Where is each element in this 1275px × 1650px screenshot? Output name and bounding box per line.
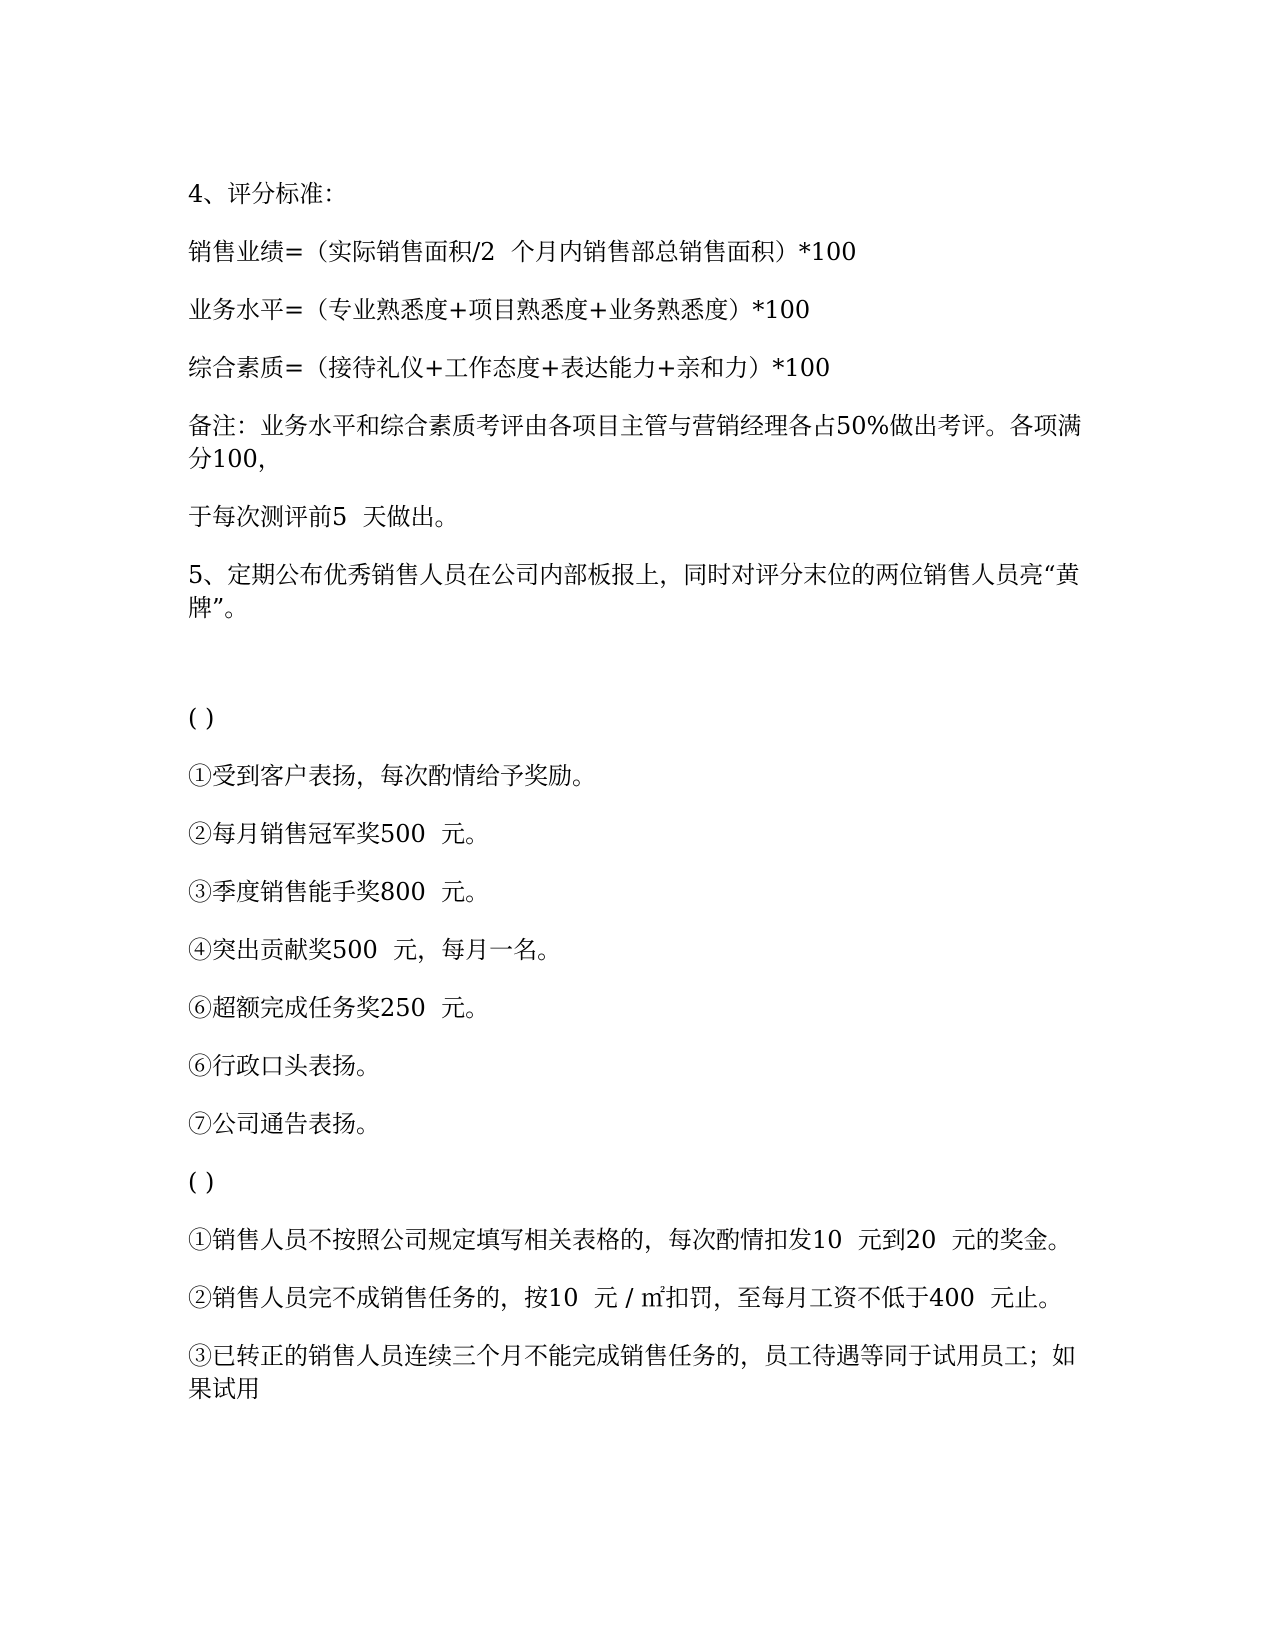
list-item: ④突出贡献奖500 元，每月一名。 <box>188 936 562 964</box>
list-item: ②每月销售冠军奖500 元。 <box>188 820 490 848</box>
section-heading-publish: 5、定期公布优秀销售人员在公司内部板报上，同时对评分末位的两位销售人员亮“黄牌”。 <box>188 561 1080 622</box>
list-item: ⑦公司通告表扬。 <box>188 1110 380 1138</box>
note-paragraph: 备注：业务水平和综合素质考评由各项目主管与营销经理各占50%做出考评。各项满分100， <box>188 412 1082 473</box>
subsection-marker-rewards: ( ) <box>188 704 215 732</box>
list-item: ③季度销售能手奖800 元。 <box>188 878 490 906</box>
formula-sales-performance: 销售业绩=（实际销售面积/2 个月内销售部总销售面积）*100 <box>188 238 857 266</box>
list-item: ②销售人员完不成销售任务的，按10 元 / ㎡扣罚，至每月工资不低于400 元止。 <box>188 1284 1063 1312</box>
list-item: ⑥超额完成任务奖250 元。 <box>188 994 490 1022</box>
list-item: ①受到客户表扬，每次酌情给予奖励。 <box>188 762 596 790</box>
subsection-marker-penalties: ( ) <box>188 1168 215 1196</box>
formula-business-level: 业务水平=（专业熟悉度+项目熟悉度+业务熟悉度）*100 <box>188 296 811 324</box>
list-item: ⑥行政口头表扬。 <box>188 1052 380 1080</box>
section-heading-scoring: 4、评分标准： <box>188 180 348 208</box>
note-continuation: 于每次测评前5 天做出。 <box>188 503 459 531</box>
formula-overall-quality: 综合素质=（接待礼仪+工作态度+表达能力+亲和力）*100 <box>188 354 831 382</box>
list-item: ③已转正的销售人员连续三个月不能完成销售任务的，员工待遇等同于试用员工；如果试用 <box>188 1342 1076 1403</box>
list-item: ①销售人员不按照公司规定填写相关表格的，每次酌情扣发10 元到20 元的奖金。 <box>188 1226 1072 1254</box>
